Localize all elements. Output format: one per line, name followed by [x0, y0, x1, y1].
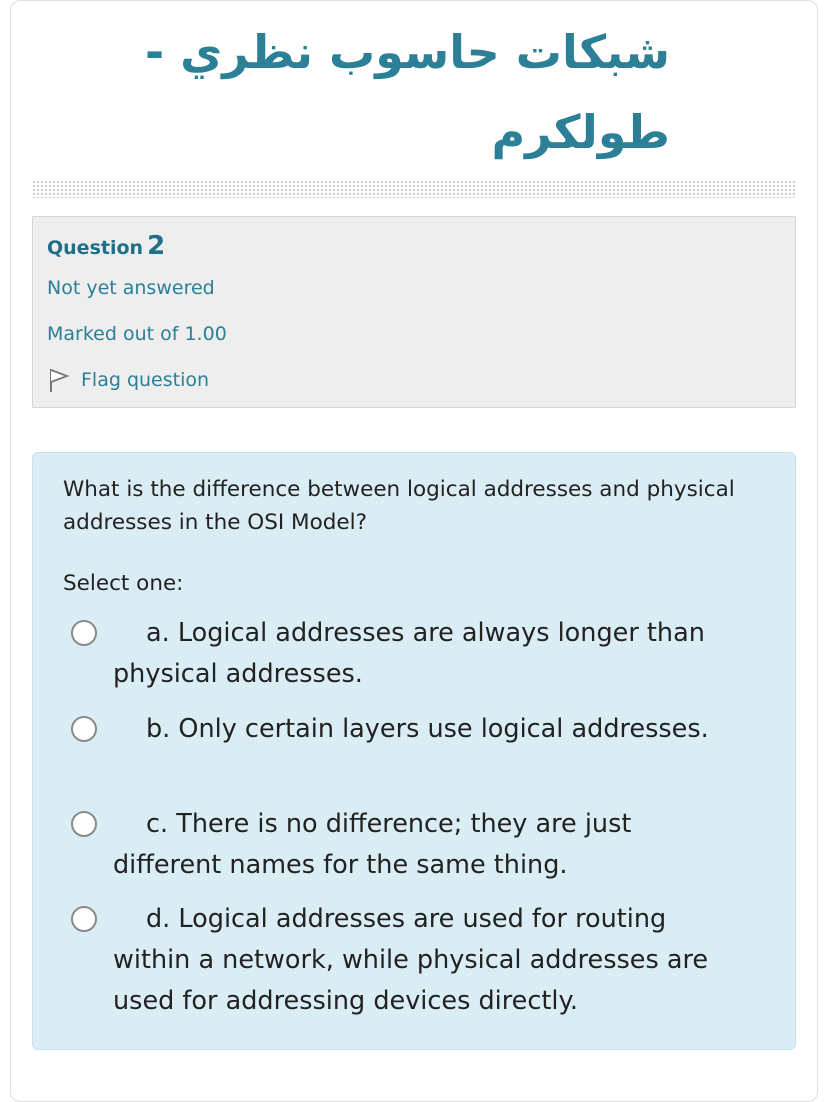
course-title: شبكات حاسوب نظري - طولكرم	[145, 25, 670, 159]
option-d-radio[interactable]	[71, 906, 97, 932]
select-one-prompt: Select one:	[63, 571, 184, 596]
option-d-letter: d.	[146, 904, 171, 934]
option-c-first-line: There is no difference; they are just	[176, 809, 632, 839]
option-a-letter: a.	[146, 618, 170, 648]
flag-question-label[interactable]: Flag question	[81, 369, 210, 391]
question-number	[47, 231, 165, 261]
option-d[interactable]	[71, 899, 731, 1022]
option-b-text[interactable]	[71, 709, 731, 750]
option-c-text[interactable]	[71, 804, 731, 886]
question-text: What is the difference between logical addresses and physical addresses in the OSI Model?	[63, 477, 735, 535]
option-a-radio[interactable]	[71, 620, 97, 646]
question-grade: Marked out of 1.00	[47, 323, 227, 345]
option-b-letter: b.	[146, 714, 171, 744]
option-c-radio[interactable]	[71, 811, 97, 837]
option-c-letter: c.	[146, 809, 169, 839]
option-a[interactable]	[71, 613, 731, 695]
option-b-radio[interactable]	[71, 716, 97, 742]
option-d-rest: within a network, while physical addresses are used for addressing devices directly.	[113, 945, 709, 1016]
option-a-first-line: Logical addresses are always longer	[177, 618, 639, 648]
option-c[interactable]	[71, 804, 731, 886]
option-d-text[interactable]	[71, 899, 731, 1022]
option-a-rest: than physical addresses.	[113, 618, 705, 689]
option-b[interactable]	[71, 709, 731, 750]
option-d-first-line: Logical addresses are used for routing	[178, 904, 667, 934]
flag-question-link[interactable]	[47, 367, 209, 393]
option-b-first-line: Only certain layers use logical	[178, 714, 564, 744]
flag-icon	[47, 367, 71, 393]
option-c-rest: different names for the same thing.	[113, 850, 568, 880]
dotted-divider	[32, 180, 796, 198]
question-info-panel	[32, 216, 796, 408]
question-formulation	[32, 452, 796, 1050]
option-a-text[interactable]	[71, 613, 731, 695]
question-label: Question	[47, 237, 144, 259]
option-b-rest: addresses.	[571, 714, 709, 744]
question-state: Not yet answered	[47, 277, 215, 299]
question-number-value: 2	[147, 231, 166, 261]
